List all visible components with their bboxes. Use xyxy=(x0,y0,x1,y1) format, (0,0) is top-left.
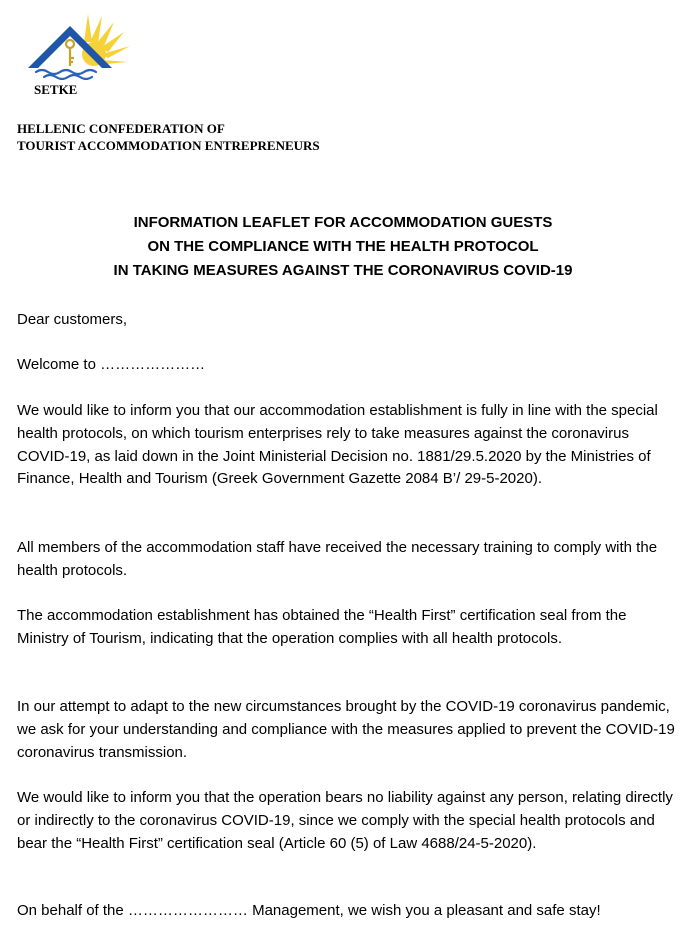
logo-text: SETKE xyxy=(34,82,78,97)
waves-icon xyxy=(36,70,96,79)
paragraph-health-first-seal: The accommodation establishment has obtained the “Health First” certification seal from the Ministry of Tourism, indicating that the operation complies with all health protocols. xyxy=(17,607,627,647)
paragraph-liability: We would like to inform you that the operation bears no liability against any person, relating directly or indirectly to the coronavirus COVID-19, since we comply with the special health protocols and bear the “Health First” certification seal (Article 60 (5) of Law 4688/24-5-2020). xyxy=(17,789,673,852)
leaflet-title xyxy=(0,211,686,283)
paragraph-staff-training: All members of the accommodation staff have received the necessary training to comply with the health protocols. xyxy=(17,539,658,579)
organization-name xyxy=(17,120,320,154)
organization-name-line-2: TOURIST ACCOMMODATION ENTREPRENEURS xyxy=(17,138,320,153)
key-icon xyxy=(66,40,74,66)
welcome-line: Welcome to ………………… xyxy=(17,356,206,373)
leaflet-title-line-2: ON THE COMPLIANCE WITH THE HEALTH PROTOCOL xyxy=(147,238,539,255)
paragraph-understanding: In our attempt to adapt to the new circumstances brought by the COVID-19 coronavirus pandemic, we ask for your understanding and compliance with the measures applied to prevent the COVID-19 coronavirus transmission. xyxy=(17,698,675,761)
leaflet-title-line-3: IN TAKING MEASURES AGAINST THE CORONAVIRUS COVID-19 xyxy=(113,262,573,279)
paragraph-compliance: We would like to inform you that our accommodation establishment is fully in line with the special health protocols, on which tourism enterprises rely to take measures against the coronavirus COVID-19, as laid down in the Joint Ministerial Decision no. 1881/29.5.2020 by the Ministries of Finance, Health and Tourism (Greek Government Gazette 2084 B’/ 29-5-2020). xyxy=(17,402,658,488)
greeting: Dear customers, xyxy=(17,311,128,328)
closing-line: On behalf of the …………………… Management, we wish you a pleasant and safe stay! xyxy=(17,902,601,919)
setke-logo-icon xyxy=(22,12,132,80)
leaflet-title-line-1: INFORMATION LEAFLET FOR ACCOMMODATION GUESTS xyxy=(133,214,553,231)
sun-icon xyxy=(82,14,130,66)
organization-name-line-1: HELLENIC CONFEDERATION OF xyxy=(17,121,225,136)
